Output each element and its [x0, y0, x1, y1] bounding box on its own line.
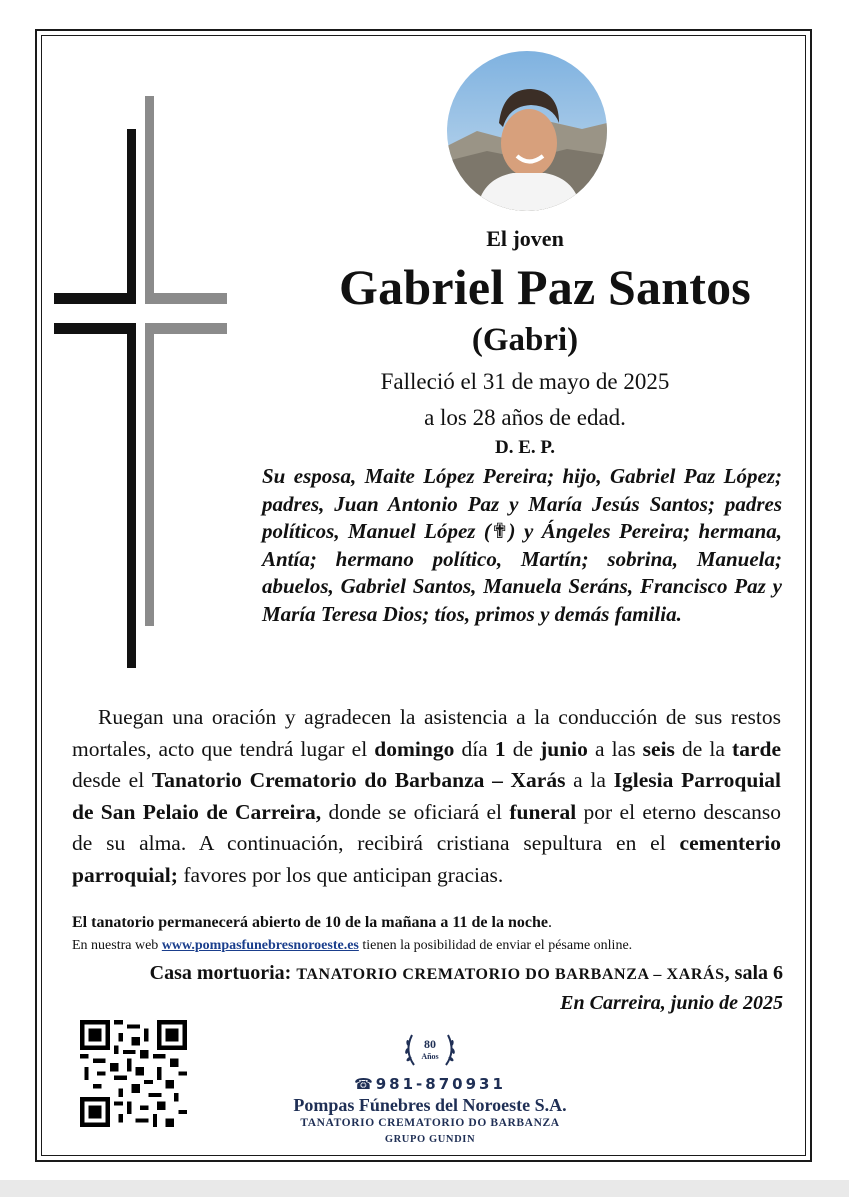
badge-number: 80	[424, 1037, 436, 1051]
anniversary-badge-icon	[400, 1025, 460, 1077]
ceremony-text: Ruegan una oración y agradecen la asistencia a la conducción de sus restos mortales, acto que tendrá lugar el domingo día 1 de junio a las seis de la tarde desde el Tanatorio Crematorio do Barbanza – Xarás a la Iglesia Parroquial de San Pelaio de Carreira, donde se oficiará el funeral por el eterno descanso de su alma. A continuación, recibirá cristiana sepultura en el cementerio parroquial; favores por los que anticipan gracias.	[72, 705, 782, 887]
dep-text: D. E. P.	[494, 437, 555, 458]
website-link[interactable]: www.pompasfunebresnoroeste.es	[161, 938, 359, 953]
phone-icon: ☎	[354, 1075, 376, 1093]
family-list	[262, 463, 782, 628]
deceased-name: Gabriel Paz Santos	[339, 259, 751, 315]
phone-number[interactable]: ☎981-870931	[354, 1075, 506, 1093]
web-notice: En nuestra web www.pompasfunebresnoroeste.es tienen la posibilidad de enviar el pésame online.	[72, 938, 633, 953]
family-part-2: ) y Ángeles Pereira; hermana, Antía; hermano político, Martín; sobrina, Manuela; abuelos, Gabriel Santos, Manuela Seráns, Francisco Paz y María Teresa Dios; tíos, primos y demás familia.	[262, 519, 782, 626]
footer-grupo: GRUPO GUNDIN	[384, 1134, 476, 1145]
cross-icon	[54, 96, 229, 671]
footer-tanatorio: TANATORIO CREMATORIO DO BARBANZA	[300, 1117, 560, 1129]
place-date: En Carreira, junio de 2025	[560, 992, 783, 1014]
portrait-photo	[447, 51, 607, 211]
company-name: Pompas Fúnebres del Noroeste S.A.	[293, 1095, 567, 1115]
family-part-1: Su esposa, Maite López Pereira; hijo, Gabriel Paz López; padres, Juan Antonio Paz y María Jesús Santos; padres políticos, Manuel López (	[262, 464, 782, 543]
intro-text: El joven	[486, 226, 564, 251]
age-text: a los 28 años de edad.	[424, 405, 626, 430]
qr-code-icon[interactable]	[80, 1020, 187, 1127]
tanatorio-hours: El tanatorio permanecerá abierto de 10 de la mañana a 11 de la noche.	[72, 914, 552, 931]
death-date: Falleció el 31 de mayo de 2025	[380, 369, 670, 394]
nickname: (Gabri)	[471, 322, 579, 358]
casa-mortuoria: Casa mortuoria: TANATORIO CREMATORIO DO BARBANZA – XARÁS, sala 6	[149, 962, 783, 984]
badge-word: Años	[421, 1052, 439, 1061]
deceased-cross-icon: ✟	[490, 519, 509, 543]
